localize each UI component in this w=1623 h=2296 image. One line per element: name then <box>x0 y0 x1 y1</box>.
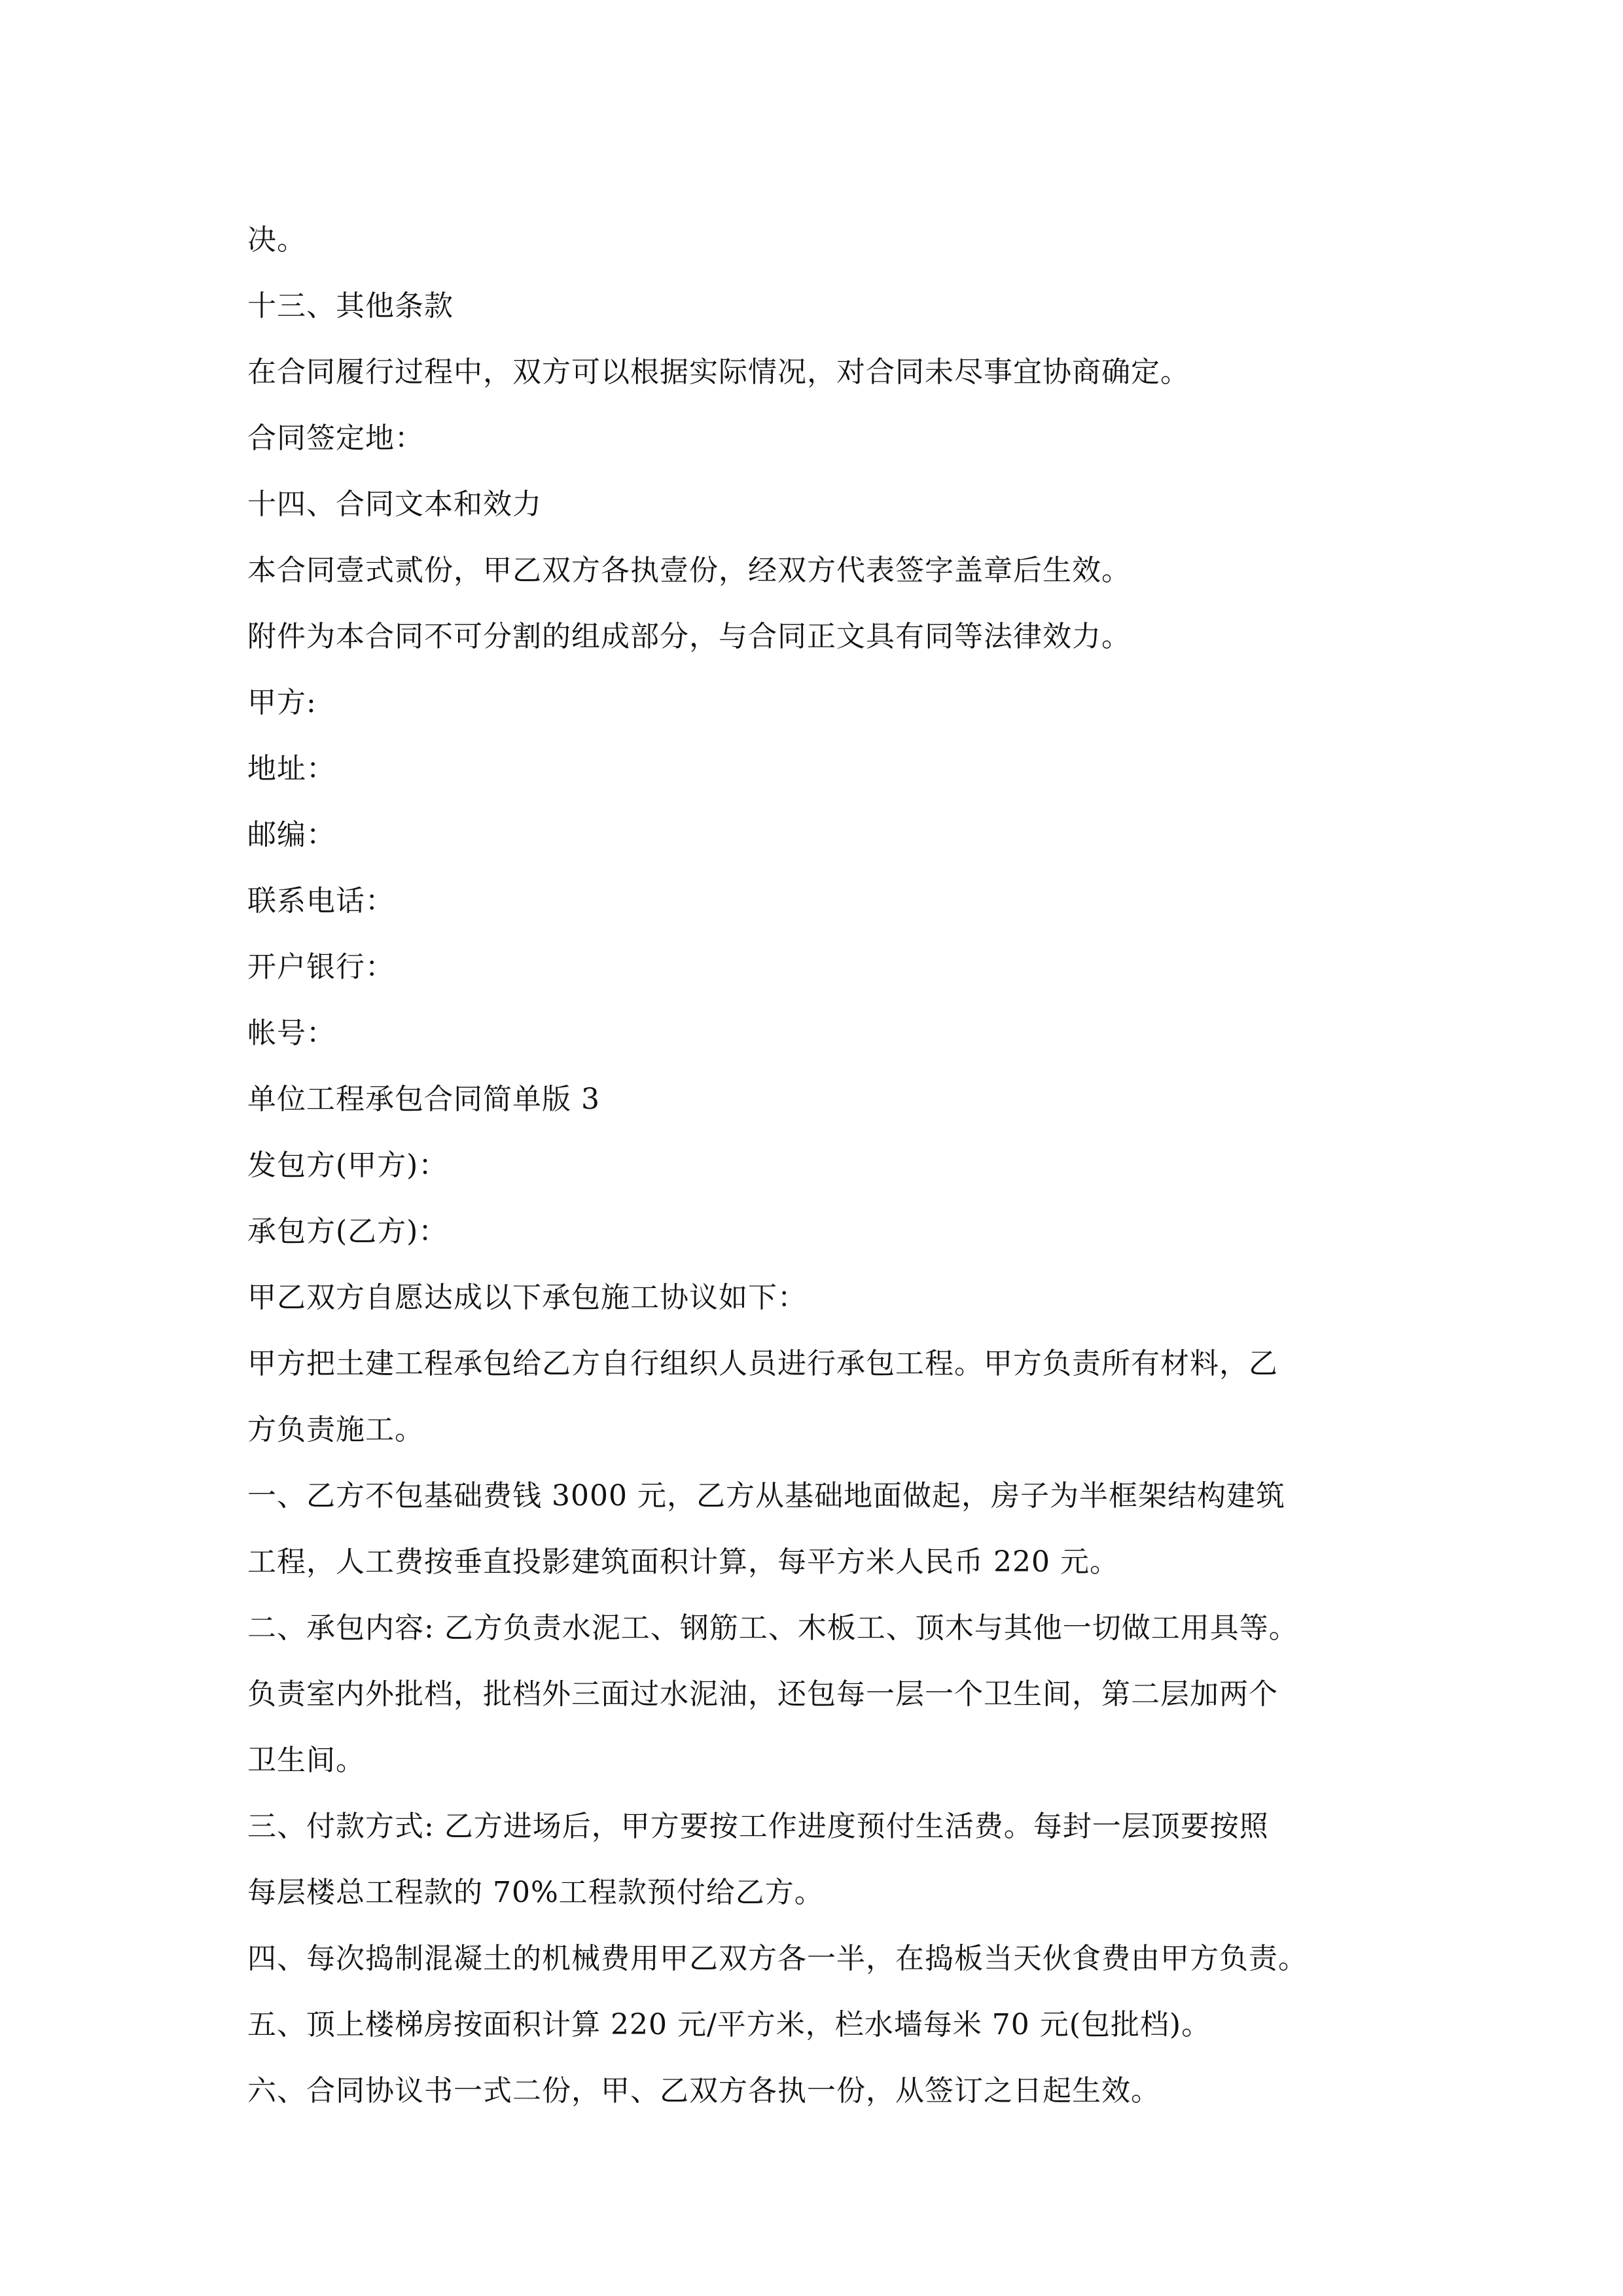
text-line: 方负责施工。 <box>247 1413 424 1446</box>
clause-line: 卫生间。 <box>247 1744 365 1777</box>
clause-line: 四、每次捣制混凝土的机械费用甲乙双方各一半，在捣板当天伙食费由甲方负责。 <box>247 1942 1308 1975</box>
clause-line: 工程，人工费按垂直投影建筑面积计算，每平方米人民币 220 元。 <box>247 1545 1119 1579</box>
clause-line: 三、付款方式: 乙方进场后，甲方要按工作进度预付生活费。每封一层顶要按照 <box>247 1810 1269 1843</box>
bank-field: 开户银行： <box>247 950 395 984</box>
clause-line: 一、乙方不包基础费钱 3000 元，乙方从基础地面做起，房子为半框架结构建筑 <box>247 1479 1285 1513</box>
account-field: 帐号： <box>247 1016 336 1050</box>
text-line: 附件为本合同不可分割的组成部分，与合同正文具有同等法律效力。 <box>247 620 1131 653</box>
clause-line: 五、顶上楼梯房按面积计算 220 元/平方米，栏水墙每米 70 元(包批档)。 <box>247 2008 1211 2041</box>
text-line: 决。 <box>247 223 306 257</box>
clause-line: 负责室内外批档，批档外三面过水泥油，还包每一层一个卫生间，第二层加两个 <box>247 1677 1278 1711</box>
contractor-field: 承包方(乙方)： <box>247 1215 448 1248</box>
text-line: 在合同履行过程中，双方可以根据实际情况，对合同未尽事宜协商确定。 <box>247 355 1190 389</box>
clause-line: 二、承包内容: 乙方负责水泥工、钢筋工、木板工、顶木与其他一切做工用具等。 <box>247 1611 1298 1645</box>
signing-place-field: 合同签定地： <box>247 422 424 455</box>
postcode-field: 邮编： <box>247 818 336 852</box>
clause-line: 每层楼总工程款的 70%工程款预付给乙方。 <box>247 1876 824 1909</box>
section-heading: 十四、合同文本和效力 <box>247 488 542 521</box>
section-heading: 十三、其他条款 <box>247 289 454 323</box>
phone-field: 联系电话： <box>247 884 395 918</box>
employer-field: 发包方(甲方)： <box>247 1149 448 1182</box>
address-field: 地址： <box>247 752 336 785</box>
document-body <box>247 207 1386 2124</box>
contract-title: 单位工程承包合同简单版 3 <box>247 1083 600 1116</box>
clause-line: 六、合同协议书一式二份，甲、乙双方各执一份，从签订之日起生效。 <box>247 2074 1160 2108</box>
text-line: 甲方把土建工程承包给乙方自行组织人员进行承包工程。甲方负责所有材料，乙 <box>247 1347 1278 1380</box>
text-line: 本合同壹式贰份，甲乙双方各执壹份，经双方代表签字盖章后生效。 <box>247 554 1131 587</box>
party-a-field: 甲方: <box>247 686 317 719</box>
text-line: 甲乙双方自愿达成以下承包施工协议如下： <box>247 1281 807 1314</box>
